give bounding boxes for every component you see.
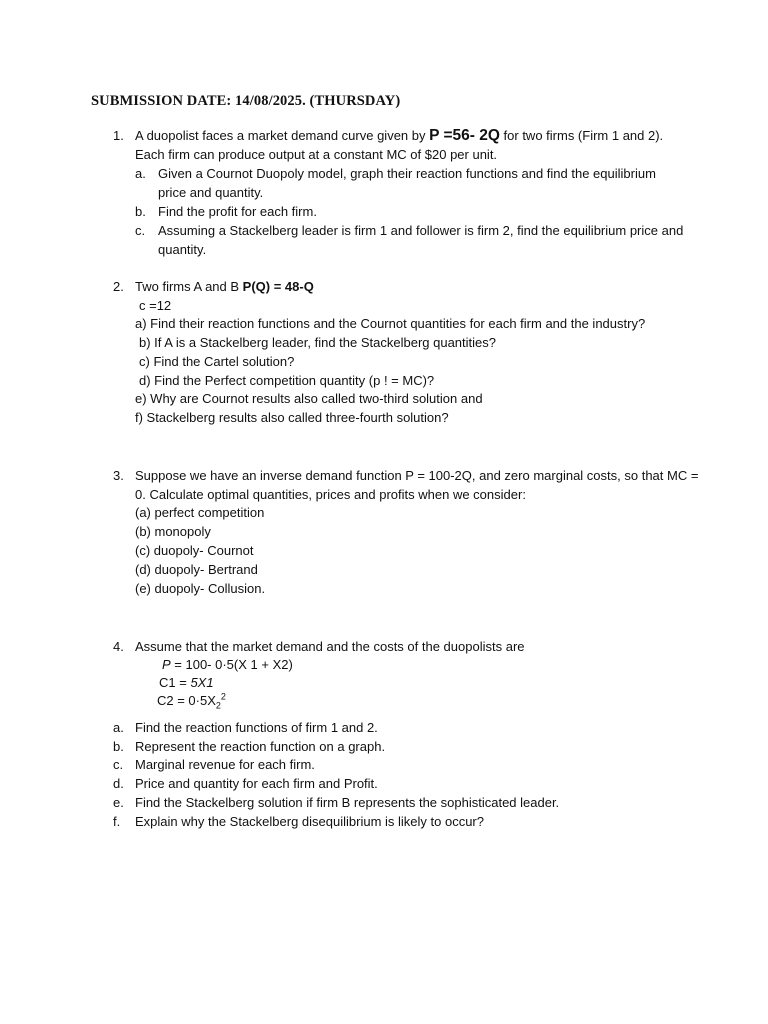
q2-cost: c =12: [139, 298, 172, 313]
q1-a-line-2: price and quantity.: [158, 185, 264, 200]
q4-cost-1-label: C1 =: [159, 675, 191, 690]
q3-number: 3.: [113, 468, 124, 483]
q1-number: 1.: [113, 128, 124, 143]
q1-c-label: c.: [135, 223, 146, 238]
q1-line-1: [135, 126, 663, 145]
q4-number: 4.: [113, 639, 124, 654]
q1-line-1-text-a: A duopolist faces a market demand curve given by: [135, 128, 430, 143]
q1-a-line-1: Given a Cournot Duopoly model, graph their reaction functions and find the equilibrium: [158, 166, 656, 181]
q4-cost-2-text: C2 = 0·5X: [157, 693, 216, 708]
q4-item-c-text: Marginal revenue for each firm.: [135, 757, 315, 772]
q4-item-b-label: b.: [113, 739, 124, 754]
q4-cost-2-superscript: 2: [220, 691, 226, 702]
q4-item-a-label: a.: [113, 720, 124, 735]
q2-number: 2.: [113, 279, 124, 294]
q3-item-a: (a) perfect competition: [135, 505, 265, 520]
q2-item-d: d) Find the Perfect competition quantity (p ! = MC)?: [139, 373, 435, 388]
q4-item-f-label: f.: [113, 814, 121, 829]
q4-item-b-text: Represent the reaction function on a graph.: [135, 739, 386, 754]
q2-demand-equation: P(Q) = 48-Q: [242, 279, 314, 294]
q4-item-d-text: Price and quantity for each firm and Profit.: [135, 776, 378, 791]
q4-item-e-label: e.: [113, 795, 124, 810]
q3-item-d: (d) duopoly- Bertrand: [135, 562, 258, 577]
q3-item-b: (b) monopoly: [135, 524, 211, 539]
q4-cost-2: [157, 691, 226, 710]
q3-item-e: (e) duopoly- Collusion.: [135, 581, 266, 596]
q4-cost-1: [159, 673, 214, 692]
q2-item-e: e) Why are Cournot results also called two-third solution and: [135, 391, 483, 406]
q2-item-a: a) Find their reaction functions and the Cournot quantities for each firm and the industry?: [135, 316, 646, 331]
q1-c-line-1: Assuming a Stackelberg leader is firm 1 and follower is firm 2, find the equilibrium price and: [158, 223, 684, 238]
q4-demand-equation: [162, 655, 293, 674]
q4-item-a-text: Find the reaction functions of firm 1 and 2.: [135, 720, 378, 735]
q1-b-label: b.: [135, 204, 146, 219]
q1-c-line-2: quantity.: [158, 242, 207, 257]
submission-date-heading: SUBMISSION DATE: 14/08/2025. (THURSDAY): [91, 93, 401, 109]
q4-line-1: Assume that the market demand and the costs of the duopolists are: [135, 639, 525, 654]
q3-line-2: 0. Calculate optimal quantities, prices and profits when we consider:: [135, 487, 526, 502]
q2-line-1: [135, 277, 314, 296]
q1-demand-equation: P =56- 2Q: [429, 127, 500, 144]
q4-item-f-text: Explain why the Stackelberg disequilibrium is likely to occur?: [135, 814, 484, 829]
q1-line-2: Each firm can produce output at a constant MC of $20 per unit.: [135, 147, 498, 162]
q4-item-c-label: c.: [113, 757, 124, 772]
q4-item-e-text: Find the Stackelberg solution if firm B represents the sophisticated leader.: [135, 795, 560, 810]
q4-demand-rest: = 100- 0·5(X 1 + X2): [170, 657, 293, 672]
q4-cost-2-subscript: 2: [215, 700, 221, 711]
q1-a-label: a.: [135, 166, 146, 181]
q4-cost-1-expr: 5X1: [190, 675, 214, 690]
q2-item-b: b) If A is a Stackelberg leader, find the Stackelberg quantities?: [139, 335, 496, 350]
q1-b-text: Find the profit for each firm.: [158, 204, 317, 219]
q2-item-f: f) Stackelberg results also called three-fourth solution?: [135, 410, 449, 425]
q1-line-1-text-b: for two firms (Firm 1 and 2).: [499, 128, 664, 143]
q2-line-1-text: Two firms A and B: [135, 279, 243, 294]
q3-line-1: Suppose we have an inverse demand function P = 100-2Q, and zero marginal costs, so that MC =: [135, 468, 699, 483]
q4-item-d-label: d.: [113, 776, 124, 791]
q2-item-c: c) Find the Cartel solution?: [139, 354, 295, 369]
q4-price-symbol: P: [162, 657, 171, 672]
q3-item-c: (c) duopoly- Cournot: [135, 543, 254, 558]
